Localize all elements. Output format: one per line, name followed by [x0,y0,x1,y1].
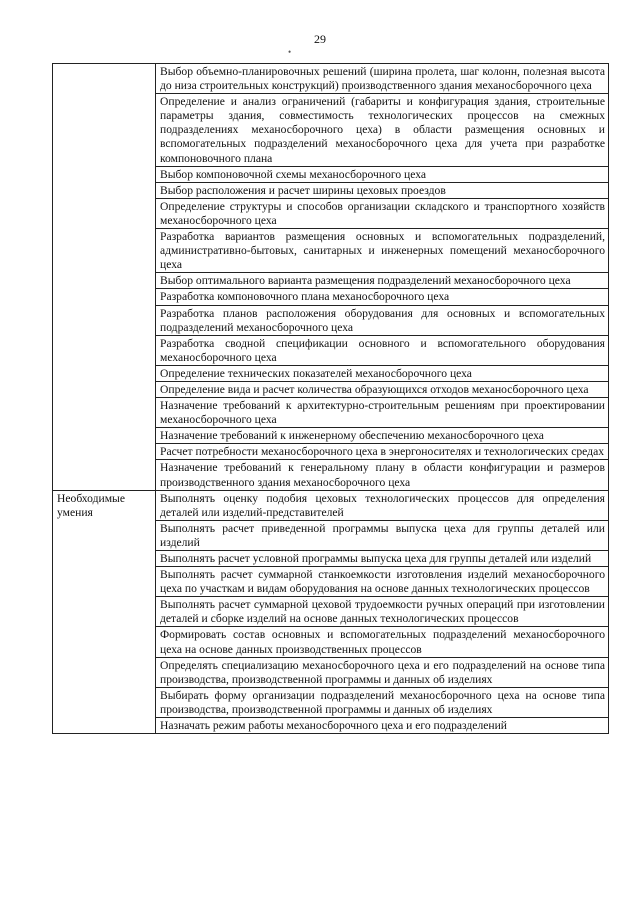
requirement-item: Назначение требований к архитектурно-строительным решениям при проектировании механосборочного цеха [156,398,609,428]
requirement-item: Выбор объемно-планировочных решений (ширина пролета, шаг колонн, полезная высота до низа строительных конструкций) производственного здания механосборочного цеха [156,64,609,94]
requirement-item: Разработка сводной спецификации основного и вспомогательного оборудования механосборочного цеха [156,335,609,365]
requirement-item: Назначение требований к инженерному обеспечению механосборочного цеха [156,428,609,444]
requirement-item: Определение и анализ ограничений (габариты и конфигурация здания, строительные параметры здания, совместимость технологических процессов на смежных подразделениях механосборочного цеха) в области размещения основных и вспомогательных подразделений механосборочного цеха для учета при разработке компоновочного плана [156,94,609,166]
requirement-item: Расчет потребности механосборочного цеха в энергоносителях и технологических средах [156,444,609,460]
requirement-item: Выбирать форму организации подразделений механосборочного цеха на основе типа производства, производственной программы и данных об изделиях [156,687,609,717]
requirement-item: Выполнять расчет приведенной программы выпуска цеха для группы деталей или изделий [156,520,609,550]
requirement-item: Выполнять расчет условной программы выпуска цеха для группы деталей или изделий [156,551,609,567]
requirement-item: Разработка планов расположения оборудования для основных и вспомогательных подразделений механосборочного цеха [156,305,609,335]
scan-mark: • [288,47,292,57]
requirement-item: Определение вида и расчет количества образующихся отходов механосборочного цеха [156,381,609,397]
requirement-item: Выполнять расчет суммарной станкоемкости изготовления изделий механосборочного цеха по участкам и видам оборудования на основе данных технологических процессов [156,567,609,597]
page-number: 29 [314,32,326,46]
table-row [53,490,609,520]
requirement-item: Разработка вариантов размещения основных и вспомогательных подразделений, административно-бытовых, санитарных и инженерных помещений механосборочного цеха [156,229,609,273]
requirement-item: Определение технических показателей механосборочного цеха [156,365,609,381]
requirement-item: Выполнять расчет суммарной цеховой трудоемкости ручных операций при изготовлении деталей и сборке изделий на основе данных технологических процессов [156,597,609,627]
requirement-item: Разработка компоновочного плана механосборочного цеха [156,289,609,305]
requirement-item: Назначать режим работы механосборочного цеха и его подразделений [156,718,609,734]
requirement-item: Формировать состав основных и вспомогательных подразделений механосборочного цеха на основе данных производственных процессов [156,627,609,657]
requirement-item: Выбор оптимального варианта размещения подразделений механосборочного цеха [156,273,609,289]
requirement-item: Определение структуры и способов организации складского и транспортного хозяйств механосборочного цеха [156,198,609,228]
requirement-item: Выбор компоновочной схемы механосборочного цеха [156,166,609,182]
requirement-item: Выполнять оценку подобия цеховых технологических процессов для определения деталей или изделий-представителей [156,490,609,520]
section-label [53,64,156,491]
requirements-table [52,63,609,734]
requirement-item: Выбор расположения и расчет ширины цеховых проездов [156,182,609,198]
section-label: Необходимые умения [53,490,156,734]
requirement-item: Назначение требований к генеральному плану в области конфигурации и размеров производственного здания механосборочного цеха [156,460,609,490]
table-row [53,64,609,94]
requirement-item: Определять специализацию механосборочного цеха и его подразделений на основе типа производства, производственной программы и данных об изделиях [156,657,609,687]
